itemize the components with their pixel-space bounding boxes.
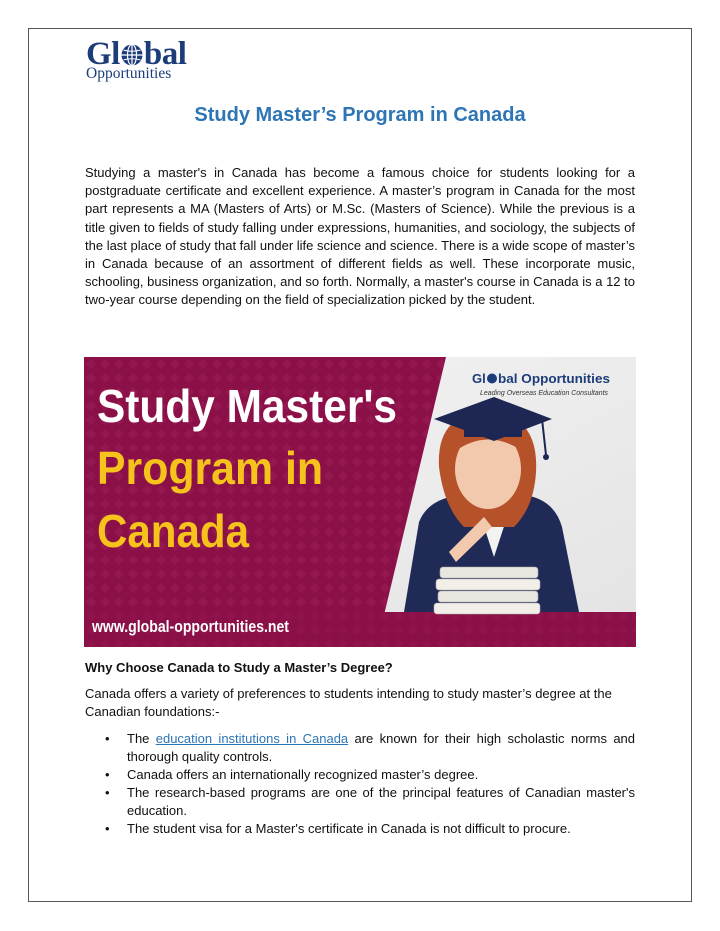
banner-globe-icon bbox=[487, 374, 497, 384]
bullet-icon: • bbox=[105, 785, 110, 800]
list-item: • The education institutions in Canada are known for their high scholastic norms and thorough quality controls. bbox=[105, 731, 636, 764]
banner-line-3: Canada bbox=[97, 505, 250, 557]
svg-text:Gl: Gl bbox=[472, 371, 486, 386]
globe-icon bbox=[120, 43, 144, 67]
bullet-icon: • bbox=[105, 731, 110, 746]
bullet-icon: • bbox=[105, 821, 110, 836]
global-opportunities-logo: Gl bal Opportunities bbox=[86, 36, 187, 82]
banner-image bbox=[84, 357, 636, 647]
section-heading: Why Choose Canada to Study a Master’s Degree? bbox=[85, 660, 393, 675]
svg-text:bal Opportunities: bal Opportunities bbox=[498, 371, 610, 386]
intro-paragraph: Studying a master's in Canada has become a famous choice for students looking for a postgraduate certificate and excellent experience. A master’s program in Canada for the most part represents a MA (Masters of Arts) or M.Sc. (Masters of Science). While the previous is a title given to fields of study falling under expressions, humanities, and sociology, the subjects of the last place of study that fall under life science and science. There is a wide scope of master’s in Canada because of an assortment of different fields as well. These incorporate music, schooling, business organization, and so forth. Normally, a master's course in Canada is a 12 to two-year course depending on the field of specialization picked by the student. bbox=[85, 165, 635, 308]
bullet-icon: • bbox=[105, 767, 110, 782]
banner-url: www.global-opportunities.net bbox=[91, 617, 290, 636]
list-item: • The research-based programs are one of the principal features of Canadian master's education. bbox=[105, 785, 635, 818]
logo-subtitle: Opportunities bbox=[86, 65, 172, 82]
list-item: • Canada offers an internationally recognized master’s degree. bbox=[105, 767, 479, 782]
banner-graphic bbox=[84, 357, 636, 647]
list-item: • The student visa for a Master's certificate in Canada is not difficult to procure. bbox=[105, 821, 571, 836]
education-institutions-link[interactable]: education institutions in Canada bbox=[155, 731, 349, 746]
page-title: Study Master’s Program in Canada bbox=[194, 104, 526, 126]
banner-line-1: Study Master's bbox=[97, 380, 397, 432]
banner-line-2: Program in bbox=[97, 442, 323, 494]
benefits-list bbox=[85, 730, 635, 838]
svg-text:Leading Overseas Education Con: Leading Overseas Education Consultants bbox=[480, 388, 609, 397]
section-intro: Canada offers a variety of preferences to students intending to study master’s degree at the Canadian foundations:- bbox=[85, 686, 612, 720]
